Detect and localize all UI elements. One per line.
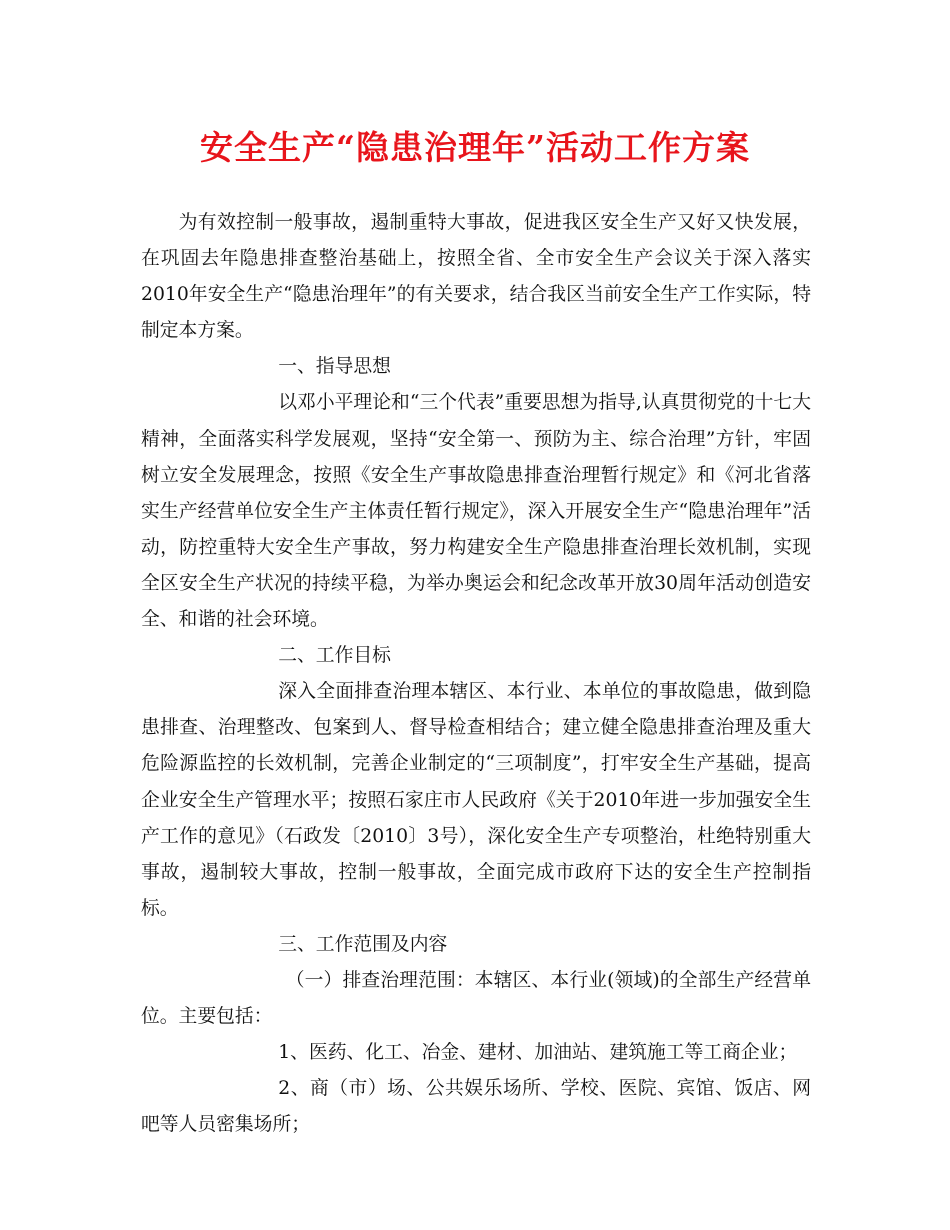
list-item: 1、医药、化工、冶金、建材、加油站、建筑施工等工商企业；: [278, 1042, 798, 1064]
section-heading-work-goals: 二、工作目标: [278, 645, 391, 667]
list-item: 2、商（市）场、公共娱乐场所、学校、医院、宾馆、饭店、网吧等人员密集场所；: [141, 1078, 811, 1136]
section-heading-guiding-ideology: 一、指导思想: [278, 356, 391, 378]
section-heading-scope: 三、工作范围及内容: [278, 933, 448, 955]
intro-paragraph: 为有效控制一般事故，遏制重特大事故，促进我区安全生产又好又快发展，在巩固去年隐患排查整治基础上，按照全省、全市安全生产会议关于深入落实2010年安全生产“隐患治理年”的有关要求，结合我区当前安全生产工作实际，特制定本方案。: [141, 212, 811, 342]
scope-paragraph: （一）排查治理范围：本辖区、本行业(领域)的全部生产经营单位。主要包括：: [141, 969, 811, 1028]
guiding-ideology-paragraph: 以邓小平理论和“三个代表”重要思想为指导,认真贯彻党的十七大精神，全面落实科学发展观，坚持“安全第一、预防为主、综合治理”方针，牢固树立安全发展理念，按照《安全生产事故隐患排查治理暂行规定》和《河北省落实生产经营单位安全生产主体责任暂行规定》，深入开展安全生产“隐患治理年”活动，防控重特大安全生产事故，努力构建安全生产隐患排查治理长效机制，实现全区安全生产状况的持续平稳，为举办奥运会和纪念改革开放30周年活动创造安全、和谐的社会环境。: [141, 392, 811, 631]
document-body: [141, 205, 811, 1143]
work-goals-paragraph: 深入全面排查治理本辖区、本行业、本单位的事故隐患，做到隐患排查、治理整改、包案到人、督导检查相结合；建立健全隐患排查治理及重大危险源监控的长效机制，完善企业制定的“三项制度”，打牢安全生产基础，提高企业安全生产管理水平；按照石家庄市人民政府《关于2010年进一步加强安全生产工作的意见》（石政发〔2010〕3号），深化安全生产专项整治，杜绝特别重大事故，遏制较大事故，控制一般事故，全面完成市政府下达的安全生产控制指标。: [141, 681, 811, 919]
document-title: 安全生产“隐患治理年”活动工作方案: [200, 128, 750, 167]
